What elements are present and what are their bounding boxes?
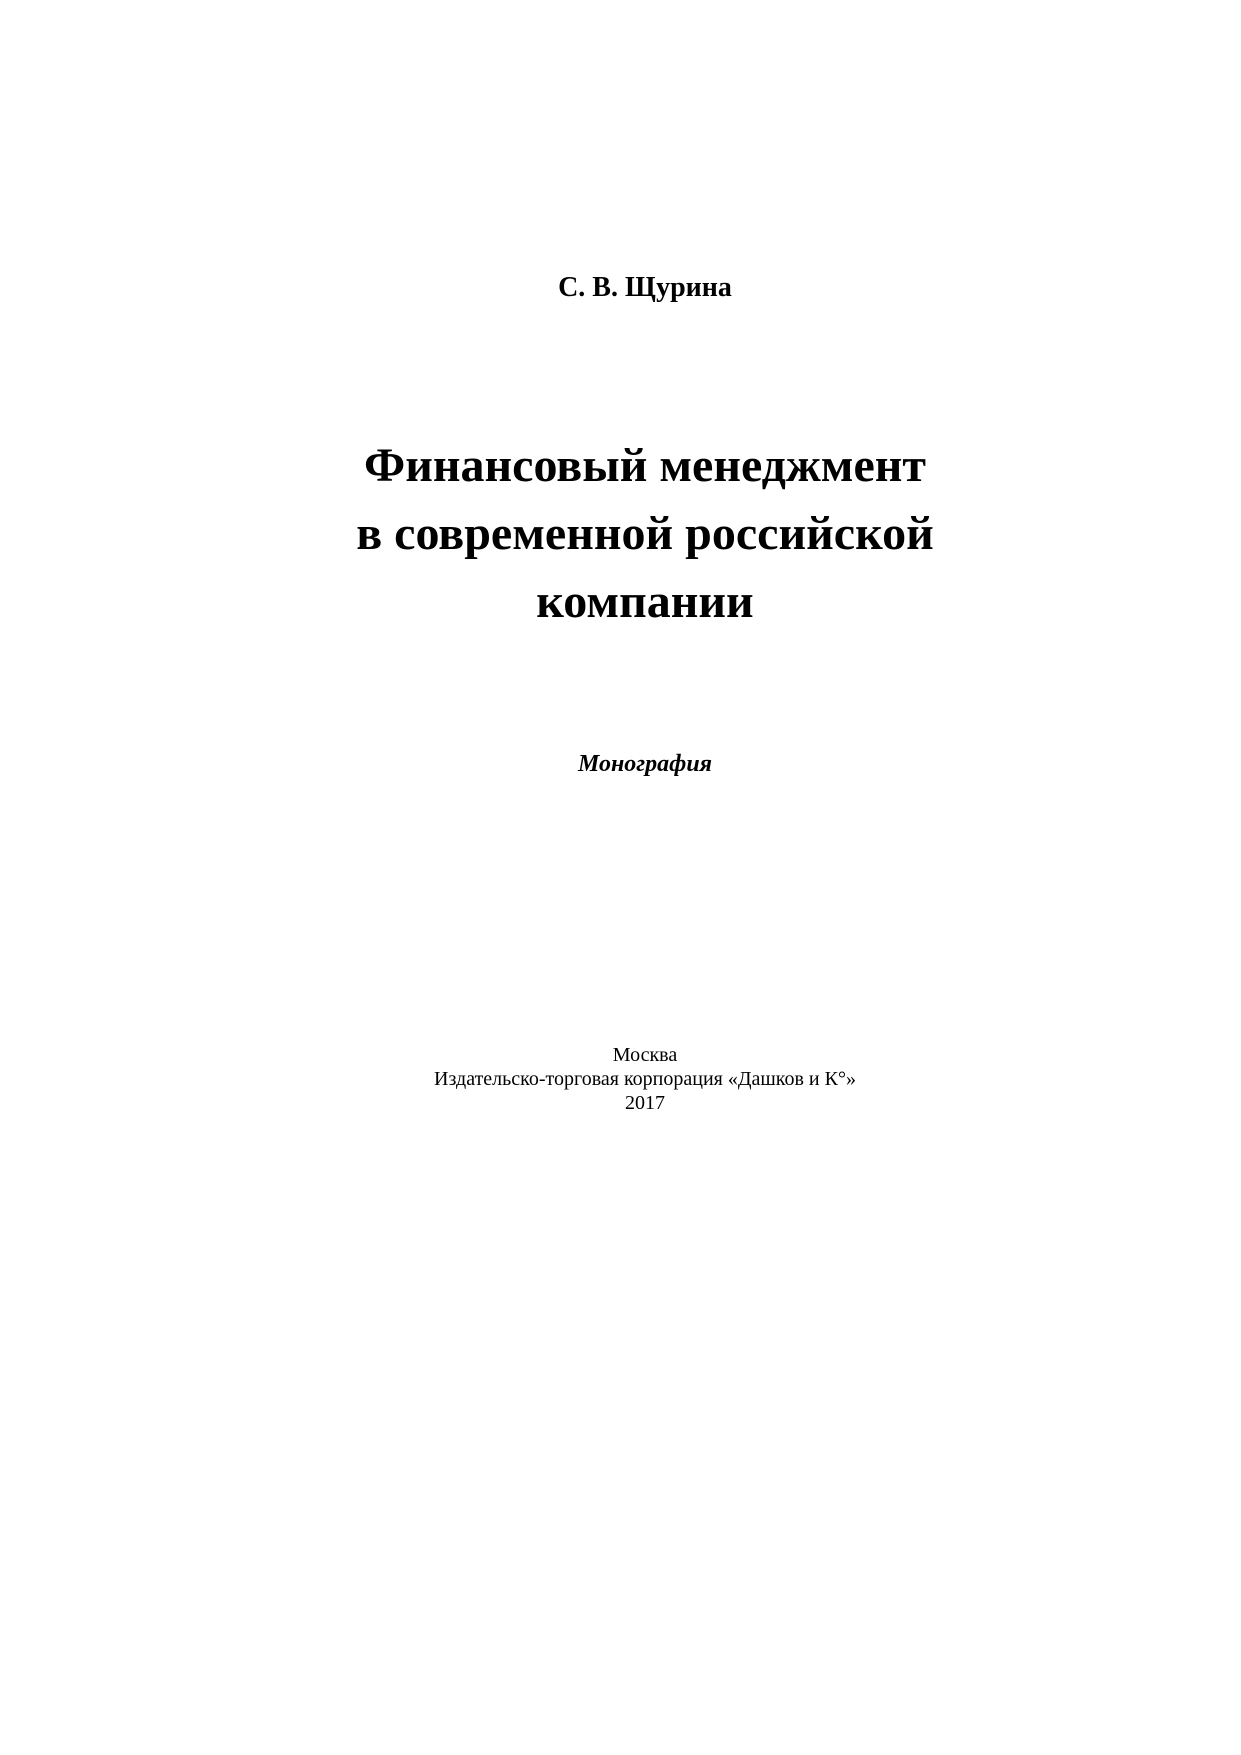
book-title [0,432,1241,636]
author-name: С. В. Щурина [558,272,732,303]
book-title-line-2: в современной российской [356,507,934,560]
imprint-city: Москва [612,1044,678,1066]
book-genre: Монография [577,751,713,777]
imprint-block [0,1043,1241,1115]
book-title-line-3: компании [536,575,754,628]
book-title-line-1: Финансовый менеджмент [363,439,926,492]
imprint-year: 2017 [625,1092,665,1114]
imprint-publisher: Издательско-торговая корпорация «Дашков и К°» [434,1068,856,1090]
